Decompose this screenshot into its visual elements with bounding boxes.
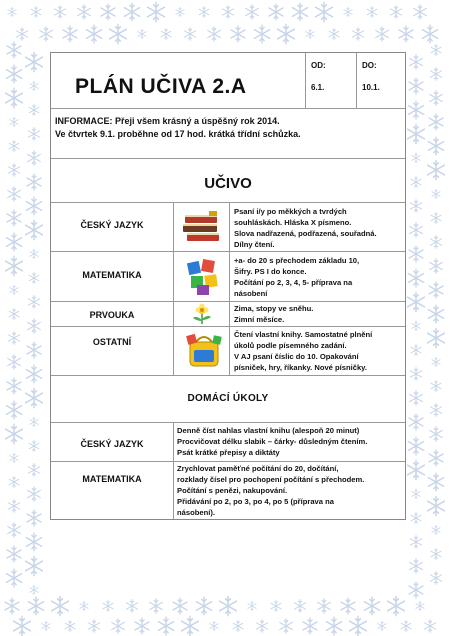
snowflake-icon	[318, 599, 331, 613]
snowflake-icon	[210, 621, 218, 631]
snowflake-icon	[271, 600, 281, 611]
subject-name: OSTATNÍ	[92, 337, 132, 347]
snowflake-icon	[410, 55, 423, 69]
snowflake-icon	[6, 569, 21, 587]
homework-heading: DOMÁCÍ ÚKOLY	[187, 393, 269, 404]
topic-line: Zimní měsíce.	[234, 315, 285, 324]
snowflake-icon	[367, 6, 377, 17]
snowflake-icon	[233, 620, 243, 631]
snowflake-icon	[8, 7, 16, 17]
snowflake-icon	[135, 618, 149, 634]
snowflake-icon	[126, 600, 137, 613]
snowflake-icon	[378, 621, 386, 631]
school-bag-icon	[184, 332, 224, 370]
snowflake-icon	[430, 91, 443, 105]
snowflake-icon	[280, 619, 293, 633]
curriculum-row	[51, 203, 405, 252]
snowflake-icon	[26, 220, 43, 239]
homework-line: Přidávání po 2, po 3, po 4, po 5 (příprava na	[177, 497, 334, 506]
homework-list	[177, 425, 367, 458]
snowflake-icon	[352, 28, 363, 41]
snowflake-icon	[28, 597, 43, 615]
snowflake-icon	[399, 26, 413, 42]
snowflake-icon	[306, 29, 314, 39]
snowflake-icon	[256, 620, 267, 633]
snowflake-icon	[28, 487, 41, 501]
homework-line: Zrychlovat paměťné počítání do 20, dočítání,	[177, 464, 339, 473]
snowflake-icon	[42, 621, 50, 631]
snowflake-icon	[432, 357, 440, 367]
snowflake-icon	[54, 6, 65, 19]
snowflake-icon	[86, 25, 101, 43]
to-date: 10.1.	[362, 83, 380, 92]
snowflake-icon	[429, 450, 443, 466]
topic-list	[234, 206, 377, 250]
homework-list	[177, 463, 364, 518]
snowflake-icon	[6, 424, 23, 443]
header-row	[51, 53, 405, 109]
snowflake-icon	[269, 4, 283, 20]
topic-line: písniček, hry, říkanky. Nové písničky.	[234, 363, 367, 372]
topic-line: Dílny čtení.	[234, 240, 275, 249]
snowflake-icon	[7, 210, 21, 226]
snowflake-icon	[27, 174, 41, 190]
snowflake-icon	[409, 414, 423, 430]
snowflake-icon	[410, 200, 421, 213]
snowflake-icon	[88, 620, 99, 633]
snowflake-icon	[410, 223, 423, 237]
number-blocks-icon	[186, 258, 220, 296]
snowflake-icon	[26, 365, 41, 383]
snowflake-icon	[65, 620, 75, 631]
snowflake-icon	[410, 368, 421, 381]
snowflake-icon	[27, 510, 41, 526]
snowflake-icon	[428, 496, 445, 515]
snowflake-icon	[408, 124, 425, 143]
info-text	[55, 115, 301, 141]
snowflake-icon	[7, 378, 21, 394]
snowflake-icon	[52, 596, 69, 615]
info-line: INFORMACE: Přeji všem krásný a úspěšný rok 2014.	[55, 116, 280, 126]
snowflake-icon	[409, 78, 423, 94]
homework-line: Počítání s penězi, nakupování.	[177, 486, 288, 495]
snowflake-icon	[431, 548, 441, 559]
snowflake-icon	[173, 598, 187, 614]
snowflake-icon	[110, 24, 127, 43]
homework-line: Psát krátké přepisy a diktáty	[177, 448, 280, 457]
snowflake-icon	[9, 476, 19, 487]
snowflake-icon	[432, 525, 440, 535]
snowflake-icon	[28, 296, 39, 309]
snowflake-icon	[26, 197, 41, 215]
snowflake-icon	[246, 5, 259, 19]
snowflake-icon	[411, 512, 421, 523]
from-date: 6.1.	[311, 83, 325, 92]
snowflake-icon	[112, 619, 125, 633]
snowflake-icon	[27, 342, 41, 358]
topic-line: úkolů podle písemného zadání.	[234, 341, 347, 350]
topic-list	[234, 303, 313, 325]
page-title: PLÁN UČIVA 2.A	[75, 75, 247, 98]
topic-line: Zima, stopy ve sněhu.	[234, 304, 314, 313]
snowflake-icon	[199, 6, 209, 17]
snowflake-icon	[29, 272, 39, 283]
snowflake-icon	[429, 282, 443, 298]
snowflake-icon	[8, 500, 19, 513]
snowflake-icon	[16, 28, 27, 41]
snowflake-icon	[30, 81, 38, 91]
topic-list	[234, 255, 359, 299]
snowflake-icon	[78, 5, 91, 19]
snowflake-icon	[6, 256, 23, 275]
topic-line: souhláskách. Hláska X písmeno.	[234, 218, 352, 227]
curriculum-row	[51, 302, 405, 327]
info-row	[51, 109, 405, 159]
snowflake-icon	[10, 117, 18, 127]
snowflake-icon	[29, 440, 39, 451]
snowflake-icon	[9, 308, 19, 319]
snowflake-icon	[220, 596, 237, 615]
snowflake-icon	[409, 582, 423, 598]
snowflake-icon	[411, 344, 421, 355]
snowflake-icon	[28, 319, 41, 333]
snowflake-icon	[31, 6, 41, 17]
snowflake-icon	[182, 616, 199, 635]
snowflake-icon	[416, 601, 424, 611]
snowflake-icon	[26, 52, 43, 71]
snowflake-icon	[6, 401, 21, 419]
snowflake-icon	[410, 536, 421, 549]
snowflake-icon	[278, 24, 295, 43]
homework-line: násobení).	[177, 508, 215, 517]
snowflake-icon	[344, 7, 352, 17]
snowflake-icon	[248, 601, 256, 611]
snowflake-icon	[432, 189, 440, 199]
subject-name: MATEMATIKA	[82, 474, 142, 484]
topic-line: Psaní i/y po měkkých a tvrdých	[234, 207, 347, 216]
snowflake-icon	[6, 88, 23, 107]
snowflake-icon	[410, 559, 423, 573]
snowflake-icon	[231, 26, 245, 42]
snowflake-icon	[408, 101, 423, 119]
homework-line: rozklady čísel pro pochopení počítání s přechodem.	[177, 475, 365, 484]
snowflake-icon	[10, 453, 18, 463]
snowflake-icon	[410, 391, 423, 405]
snowflake-icon	[28, 464, 39, 477]
snowflake-icon	[431, 380, 441, 391]
snowflake-icon	[26, 556, 43, 575]
snowflake-icon	[9, 140, 19, 151]
snowflake-icon	[8, 187, 21, 201]
snowflake-icon	[10, 285, 18, 295]
snowflake-icon	[409, 246, 423, 262]
curriculum-heading: UČIVO	[204, 175, 252, 192]
snowflake-icon	[8, 332, 19, 345]
snowflake-icon	[428, 473, 443, 491]
topic-line: Počítání po 2, 3, 4, 5- příprava na	[234, 278, 353, 287]
snowflake-icon	[124, 3, 139, 21]
to-label: DO:	[362, 61, 377, 70]
snowflake-icon	[341, 598, 355, 614]
snowflake-icon	[30, 417, 38, 427]
curriculum-row	[51, 252, 405, 302]
snowflake-icon	[408, 460, 425, 479]
snowflake-icon	[28, 151, 41, 165]
snowflake-icon	[329, 28, 339, 39]
snowflake-icon	[428, 328, 445, 347]
snowflake-icon	[350, 616, 367, 635]
snowflake-icon	[101, 4, 115, 20]
snowflake-icon	[138, 29, 146, 39]
topic-line: Šifry. PS I do konce.	[234, 267, 307, 276]
snowflake-icon	[80, 601, 88, 611]
snowflake-icon	[158, 617, 173, 635]
snowflake-icon	[430, 68, 441, 81]
snowflake-icon	[30, 249, 38, 259]
snowflake-icon	[303, 618, 317, 634]
snowflake-icon	[150, 599, 163, 613]
snowflake-icon	[364, 597, 379, 615]
from-label: OD:	[311, 61, 326, 70]
snowflake-icon	[412, 153, 420, 163]
snowflake-icon	[412, 489, 420, 499]
snowflake-icon	[326, 617, 341, 635]
snowflake-icon	[411, 176, 421, 187]
snowflake-icon	[412, 321, 420, 331]
homework-row	[51, 462, 405, 520]
snowflake-icon	[294, 600, 305, 613]
snowflake-icon	[29, 104, 39, 115]
snowflake-icon	[408, 269, 423, 287]
snowflake-icon	[8, 164, 19, 177]
snowflake-icon	[429, 114, 443, 130]
snowflake-icon	[254, 25, 269, 43]
homework-line: Denně číst nahlas vlastní knihu (alespoň 20 minut)	[177, 426, 360, 435]
snowflake-icon	[431, 212, 441, 223]
snowflake-icon	[430, 404, 441, 417]
snowflake-icon	[430, 259, 443, 273]
snowflake-icon	[176, 7, 184, 17]
topic-line: násobení	[234, 289, 268, 298]
topic-line: Čtení vlastní knihy. Samostatné plnění	[234, 330, 373, 339]
topic-list	[234, 329, 372, 373]
snowflake-icon	[8, 523, 21, 537]
snowflake-icon	[26, 388, 43, 407]
subject-name: MATEMATIKA	[82, 270, 142, 280]
snowflake-icon	[430, 572, 441, 585]
flower-icon	[189, 303, 215, 325]
snowflake-icon	[376, 27, 389, 41]
snowflake-icon	[292, 3, 307, 21]
snowflake-icon	[428, 137, 443, 155]
snowflake-icon	[316, 2, 333, 21]
snowflake-icon	[26, 533, 41, 551]
curriculum-heading-row	[51, 159, 405, 203]
homework-line: Procvičovat délku slabik – čárky- důsledným čtením.	[177, 437, 368, 446]
snowflake-icon	[422, 25, 437, 43]
snowflake-icon	[401, 620, 411, 631]
snowflake-icon	[40, 27, 53, 41]
snowflake-icon	[196, 597, 211, 615]
snowflake-icon	[7, 546, 21, 562]
snowflake-icon	[388, 596, 405, 615]
snowflake-icon	[63, 26, 77, 42]
snowflake-icon	[428, 305, 443, 323]
topic-line: Slova nadřazená, podřazená, souřadná.	[234, 229, 377, 238]
topic-line: +a- do 20 s přechodem základu 10,	[234, 256, 360, 265]
snowflake-icon	[28, 128, 39, 141]
curriculum-row	[51, 327, 405, 376]
info-line: Ve čtvrtek 9.1. proběhne od 17 hod. krátká třídní schůzka.	[55, 129, 301, 139]
subject-name: PRVOUKA	[89, 310, 135, 320]
snowflake-icon	[30, 585, 38, 595]
snowflake-icon	[5, 598, 19, 614]
homework-row	[51, 423, 405, 462]
snowflake-icon	[408, 437, 423, 455]
snowflake-icon	[208, 27, 221, 41]
snowflake-icon	[6, 65, 21, 83]
snowflake-icon	[222, 6, 233, 19]
snowflake-icon	[148, 2, 165, 21]
subject-name: ČESKÝ JAZYK	[80, 439, 144, 449]
snowflake-icon	[430, 427, 443, 441]
snowflake-icon	[431, 44, 441, 55]
snowflake-icon	[103, 600, 113, 611]
snowflake-icon	[428, 160, 445, 179]
snowflake-icon	[424, 620, 435, 633]
snowflake-icon	[184, 28, 195, 41]
snowflake-icon	[8, 355, 21, 369]
subject-name: ČESKÝ JAZYK	[80, 220, 144, 230]
snowflake-icon	[430, 236, 441, 249]
snowflake-icon	[414, 5, 427, 19]
snowflake-icon	[390, 6, 401, 19]
lesson-plan-sheet	[50, 52, 406, 520]
books-icon	[179, 209, 223, 245]
snowflake-icon	[6, 233, 21, 251]
snowflake-icon	[408, 292, 425, 311]
topic-line: V AJ psaní číslic do 10. Opakování	[234, 352, 359, 361]
snowflake-icon	[14, 616, 31, 635]
snowflake-icon	[161, 28, 171, 39]
homework-heading-row	[51, 376, 405, 423]
snowflake-icon	[7, 42, 21, 58]
